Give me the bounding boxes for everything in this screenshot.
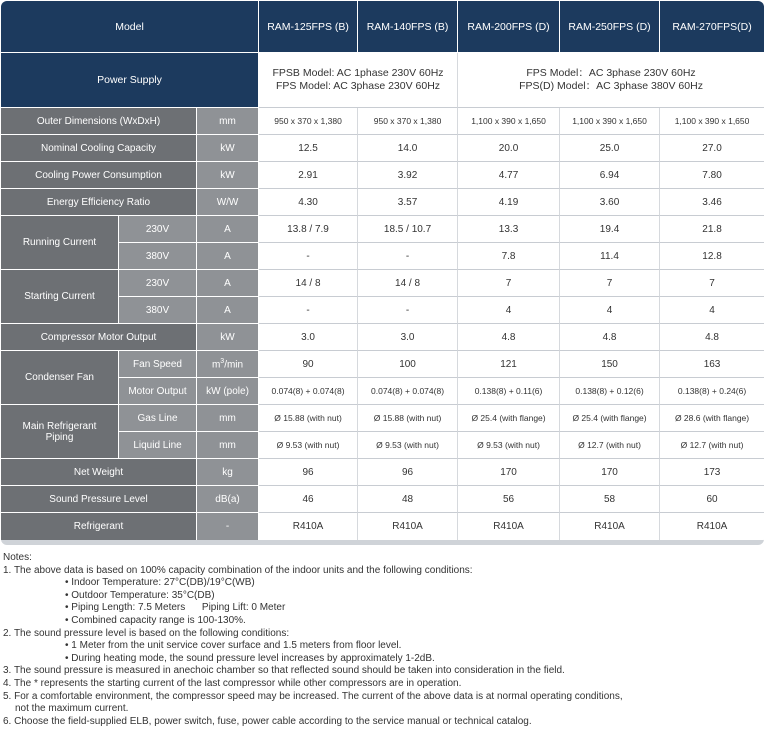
value-cell: 163 [660,351,764,378]
row-label: Cooling Power Consumption [1,162,197,189]
note-subitem: • During heating mode, the sound pressure level increases by approximately 1-2dB. [65,652,435,664]
sub-label: Gas Line [119,405,197,432]
row-label: Compressor Motor Output [1,324,197,351]
unit-cell: mm [197,108,259,135]
value-cell: 950 x 370 x 1,380 [259,108,358,135]
unit-cell: kW (pole) [197,378,259,405]
value-cell: 13.8 / 7.9 [259,216,358,243]
sub-label: Liquid Line [119,432,197,459]
value-cell: 950 x 370 x 1,380 [358,108,458,135]
table-row [1,405,764,432]
power-supply-line: FPS Model: AC 3phase 230V 60Hz [276,80,441,92]
value-cell: - [358,243,458,270]
row-label: Condenser Fan [1,351,119,405]
value-cell: 7 [560,270,660,297]
notes-section [3,552,763,728]
note-subitem: • Outdoor Temperature: 35°C(DB) [65,589,215,601]
value-cell: 0.138(8) + 0.12(6) [560,378,660,405]
sub-label: 380V [119,243,197,270]
model-name: RAM-200FPS (D) [458,1,560,53]
notes-title: Notes: [3,552,32,563]
value-cell: 150 [560,351,660,378]
note-subitem: • Indoor Temperature: 27°C(DB)/19°C(WB) [65,577,255,589]
row-label: Outer Dimensions (WxDxH) [1,108,197,135]
model-name: RAM-140FPS (B) [358,1,458,53]
value-cell: 12.5 [259,135,358,162]
unit-cell: mm [197,405,259,432]
note-subitem: • Piping Length: 7.5 Meters Piping Lift: 0 Meter [65,602,286,614]
unit-cell: A [197,297,259,324]
spec-table [1,1,764,540]
unit-cell: kW [197,135,259,162]
value-cell: Ø 9.53 (with nut) [458,432,560,459]
value-cell: Ø 12.7 (with nut) [660,432,764,459]
value-cell: Ø 12.7 (with nut) [560,432,660,459]
row-label: Running Current [1,216,119,270]
value-cell: 121 [458,351,560,378]
value-cell: 58 [560,486,660,513]
value-cell: 20.0 [458,135,560,162]
value-cell: 4.8 [660,324,764,351]
value-cell: 18.5 / 10.7 [358,216,458,243]
value-cell: R410A [660,513,764,540]
note-item: 3. The sound pressure is measured in anechoic chamber so that reflected sound should be taken into consideration in the field. [3,665,565,677]
power-supply-line: FPS Model：AC 3phase 230V 60Hz [526,67,696,79]
value-cell: 60 [660,486,764,513]
value-cell: - [259,297,358,324]
value-cell: 2.91 [259,162,358,189]
note-item: 4. The * represents the starting current of the last compressor while other compressors are in operation. [3,677,462,689]
unit-cell: A [197,216,259,243]
row-label: Sound Pressure Level [1,486,197,513]
table-row [1,162,764,189]
table-row [1,351,764,378]
value-cell: 6.94 [560,162,660,189]
value-cell: 4.19 [458,189,560,216]
value-cell: 3.46 [660,189,764,216]
power-supply-line: FPS(D) Model：AC 3phase 380V 60Hz [519,80,703,92]
value-cell: 46 [259,486,358,513]
value-cell: 90 [259,351,358,378]
value-cell: 12.8 [660,243,764,270]
value-cell: 14.0 [358,135,458,162]
value-cell: R410A [458,513,560,540]
unit-cell: dB(a) [197,486,259,513]
power-supply-group2 [458,53,764,108]
model-name: RAM-250FPS (D) [560,1,660,53]
table-row [1,216,764,243]
value-cell: 1,100 x 390 x 1,650 [458,108,560,135]
header-row [1,1,764,53]
table-row [1,486,764,513]
unit-cell: A [197,270,259,297]
unit-cell: $m^3/\min$ [197,351,259,378]
model-name: RAM-270FPS(D) [660,1,764,53]
value-cell: 3.57 [358,189,458,216]
value-cell: 13.3 [458,216,560,243]
value-cell: 4 [560,297,660,324]
note-item-continuation: not the maximum current. [15,703,129,715]
value-cell: 14 / 8 [358,270,458,297]
value-cell: Ø 9.53 (with nut) [259,432,358,459]
power-supply-group1 [259,53,458,108]
table-row [1,513,764,540]
sub-label: Fan Speed [119,351,197,378]
value-cell: 4.77 [458,162,560,189]
value-cell: 4.8 [458,324,560,351]
row-label: Main Refrigerant Piping [1,405,119,459]
value-cell: 4.8 [560,324,660,351]
value-cell: 25.0 [560,135,660,162]
value-cell: R410A [259,513,358,540]
value-cell: 173 [660,459,764,486]
value-cell: 7.80 [660,162,764,189]
value-cell: R410A [358,513,458,540]
unit-cell: kW [197,324,259,351]
spec-table-container [1,1,764,545]
value-cell: 1,100 x 390 x 1,650 [560,108,660,135]
table-row [1,108,764,135]
value-cell: 4.30 [259,189,358,216]
value-cell: 4 [458,297,560,324]
unit-cell: A [197,243,259,270]
value-cell: 27.0 [660,135,764,162]
table-row [1,459,764,486]
value-cell: Ø 28.6 (with flange) [660,405,764,432]
value-cell: 96 [358,459,458,486]
model-header: Model [1,1,259,53]
row-label: Energy Efficiency Ratio [1,189,197,216]
row-label: Refrigerant [1,513,197,540]
value-cell: 170 [560,459,660,486]
value-cell: 7 [660,270,764,297]
value-cell: 0.138(8) + 0.24(6) [660,378,764,405]
sub-label: 380V [119,297,197,324]
unit-cell: kW [197,162,259,189]
value-cell: 0.074(8) + 0.074(8) [259,378,358,405]
value-cell: Ø 9.53 (with nut) [358,432,458,459]
value-cell: 0.138(8) + 0.11(6) [458,378,560,405]
note-subitem: • Combined capacity range is 100-130%. [65,614,246,626]
value-cell: 0.074(8) + 0.074(8) [358,378,458,405]
note-item: 2. The sound pressure level is based on the following conditions: [3,627,290,639]
value-cell: 19.4 [560,216,660,243]
unit-cell: mm [197,432,259,459]
value-cell: Ø 15.88 (with nut) [358,405,458,432]
table-row [1,189,764,216]
value-cell: 7 [458,270,560,297]
row-label: Starting Current [1,270,119,324]
power-supply-label: Power Supply [1,53,259,108]
note-item: 1. The above data is based on 100% capacity combination of the indoor units and the following conditions: [3,564,473,576]
table-row [1,135,764,162]
value-cell: 1,100 x 390 x 1,650 [660,108,764,135]
value-cell: 3.92 [358,162,458,189]
value-cell: Ø 15.88 (with nut) [259,405,358,432]
sub-label: 230V [119,270,197,297]
value-cell: 3.0 [358,324,458,351]
value-cell: Ø 25.4 (with flange) [458,405,560,432]
value-cell: R410A [560,513,660,540]
row-label: Net Weight [1,459,197,486]
value-cell: Ø 25.4 (with flange) [560,405,660,432]
value-cell: - [358,297,458,324]
sub-label: Motor Output [119,378,197,405]
value-cell: - [259,243,358,270]
value-cell: 3.60 [560,189,660,216]
unit-cell: W/W [197,189,259,216]
table-row [1,324,764,351]
power-supply-row [1,53,764,108]
value-cell: 56 [458,486,560,513]
value-cell: 96 [259,459,358,486]
value-cell: 21.8 [660,216,764,243]
note-item: 6. Choose the field-supplied ELB, power switch, fuse, power cable according to the service manual or technical catalog. [3,715,532,727]
row-label: Nominal Cooling Capacity [1,135,197,162]
note-subitem: • 1 Meter from the unit service cover surface and 1.5 meters from floor level. [65,640,402,652]
table-row [1,270,764,297]
value-cell: 14 / 8 [259,270,358,297]
unit-cell: - [197,513,259,540]
value-cell: 11.4 [560,243,660,270]
power-supply-line: FPSB Model: AC 1phase 230V 60Hz [272,67,444,79]
sub-label: 230V [119,216,197,243]
model-name: RAM-125FPS (B) [259,1,358,53]
value-cell: 4 [660,297,764,324]
value-cell: 7.8 [458,243,560,270]
value-cell: 170 [458,459,560,486]
note-item: 5. For a comfortable environment, the compressor speed may be increased. The current of the above data is at normal operating conditions, [3,690,623,702]
value-cell: 48 [358,486,458,513]
value-cell: 100 [358,351,458,378]
value-cell: 3.0 [259,324,358,351]
unit-cell: kg [197,459,259,486]
